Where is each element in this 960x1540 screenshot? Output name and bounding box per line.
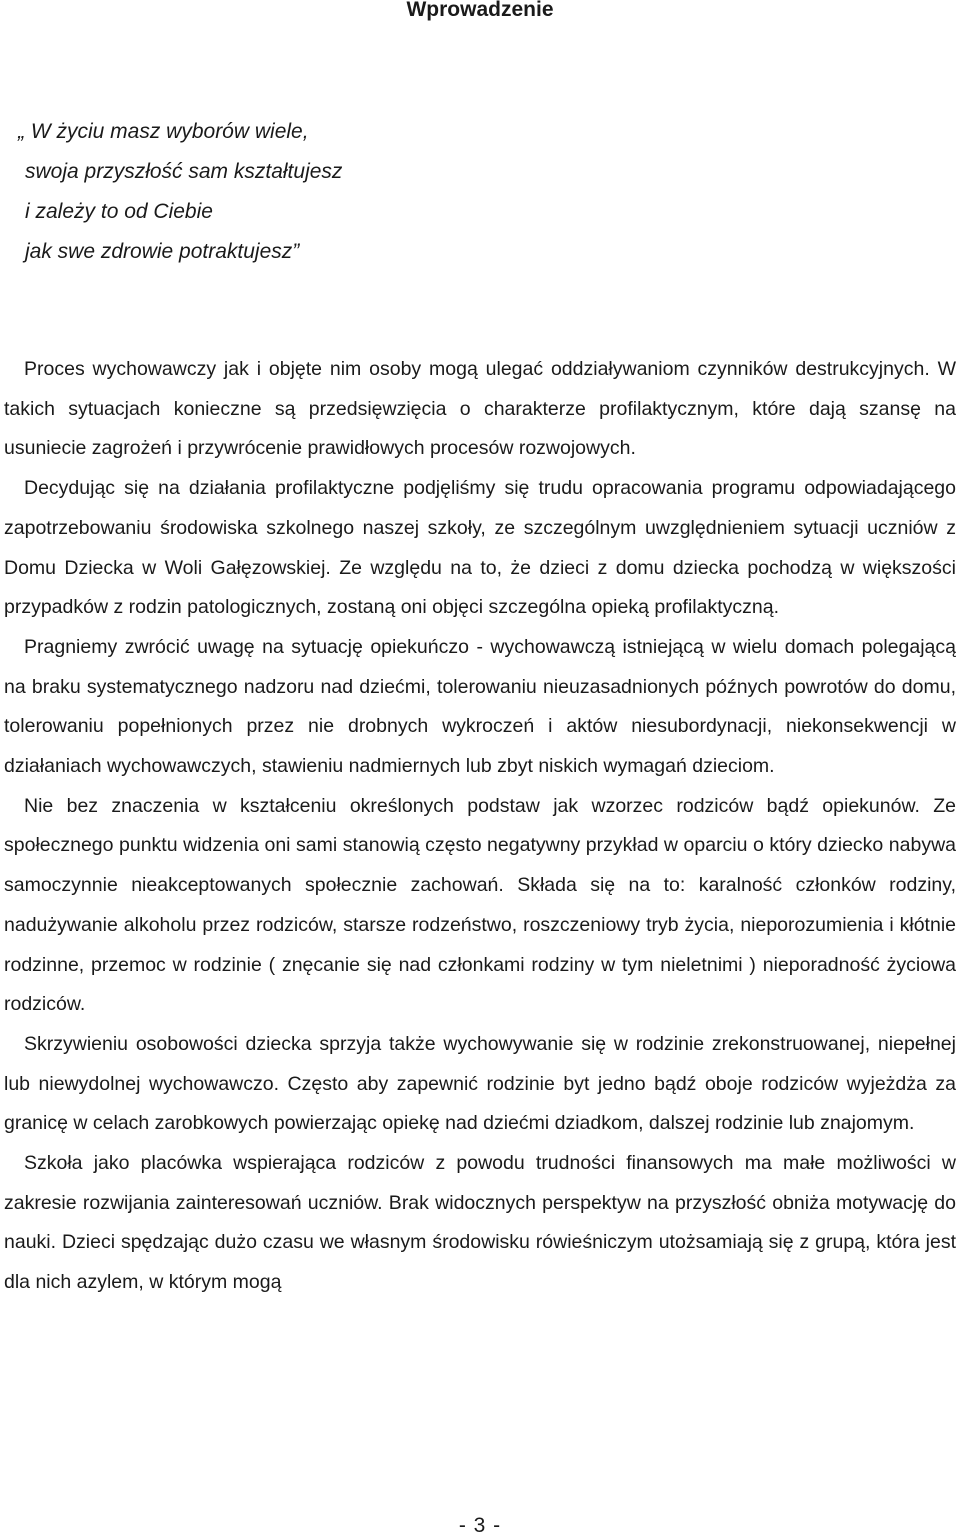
page-title: Wprowadzenie: [406, 0, 554, 21]
paragraph: Decydując się na działania profilaktyczne podjęliśmy się trudu opracowania programu odpowiadającego zapotrzebowaniu środowiska szkolnego naszej szkoły, ze szczególnym uwzględnieniem sytuacji uczniów z Domu Dziecka w Woli Gałęzowskiej. Ze względu na to, że dzieci z domu dziecka pochodzą w większości przypadków z rodzin patologicznych, zostaną oni objęci szczególna opieką profilaktyczną.: [4, 477, 956, 619]
paragraph: Nie bez znaczenia w kształceniu określonych podstaw jak wzorzec rodziców bądź opiekunów. Ze społecznego punktu widzenia oni sami stanowią często negatywny przykład w oparciu o który dziecko nabywa samoczynnie nieakceptowanych społecznie zachowań. Składa się na to: karalność członków rodziny, nadużywanie alkoholu przez rodziców, starsze rodzeństwo, roszczeniowy tryb życia, nieporozumienia i kłótnie rodzinne, przemoc w rodzinie ( znęcanie się nad członkami rodziny w tym nieletnimi ) nieporadność życiowa rodziców.: [4, 794, 956, 1016]
body-text: [4, 350, 956, 1303]
poem-line: jak swe zdrowie potraktujesz”: [25, 240, 300, 263]
page-number: - 3 -: [458, 1514, 502, 1537]
poem-line: „ W życiu masz wyborów wiele,: [18, 120, 309, 143]
paragraph: Proces wychowawczy jak i objęte nim osoby mogą ulegać oddziaływaniom czynników destrukcyjnych. W takich sytuacjach konieczne są przedsięwzięcia o charakterze profilaktycznym, które dają szansę na usuniecie zagrożeń i przywrócenie prawidłowych procesów rozwojowych.: [4, 358, 956, 460]
paragraph: Szkoła jako placówka wspierająca rodziców z powodu trudności finansowych ma małe możliwości w zakresie rozwijania zainteresowań uczniów. Brak widocznych perspektyw na przyszłość obniża motywację do nauki. Dzieci spędzając dużo czasu we własnym środowisku rówieśniczym utożsamiają się z grupą, która jest dla nich azylem, w którym mogą: [4, 1152, 956, 1294]
motto-poem: [18, 112, 342, 272]
poem-line: swoja przyszłość sam kształtujesz: [25, 160, 343, 183]
paragraph: Pragniemy zwrócić uwagę na sytuację opiekuńczo - wychowawczą istniejącą w wielu domach polegającą na braku systematycznego nadzoru nad dziećmi, tolerowaniu nieuzasadnionych późnych powrotów do domu, tolerowaniu popełnionych przez nie drobnych wykroczeń i aktów niesubordynacji, niekonsekwencji w działaniach wychowawczych, stawieniu nadmiernych lub zbyt niskich wymagań dzieciom.: [4, 635, 956, 778]
poem-line: i zależy to od Ciebie: [25, 200, 213, 223]
paragraph: Skrzywieniu osobowości dziecka sprzyja także wychowywanie się w rodzinie zrekonstruowanej, niepełnej lub niewydolnej wychowawczo. Często aby zapewnić rodzinie byt jedno bądź oboje rodziców wyjeżdża za granicę w celach zarobkowych powierzając opiekę nad dziećmi dziadkom, dalszej rodzinie lub znajomym.: [4, 1032, 956, 1135]
